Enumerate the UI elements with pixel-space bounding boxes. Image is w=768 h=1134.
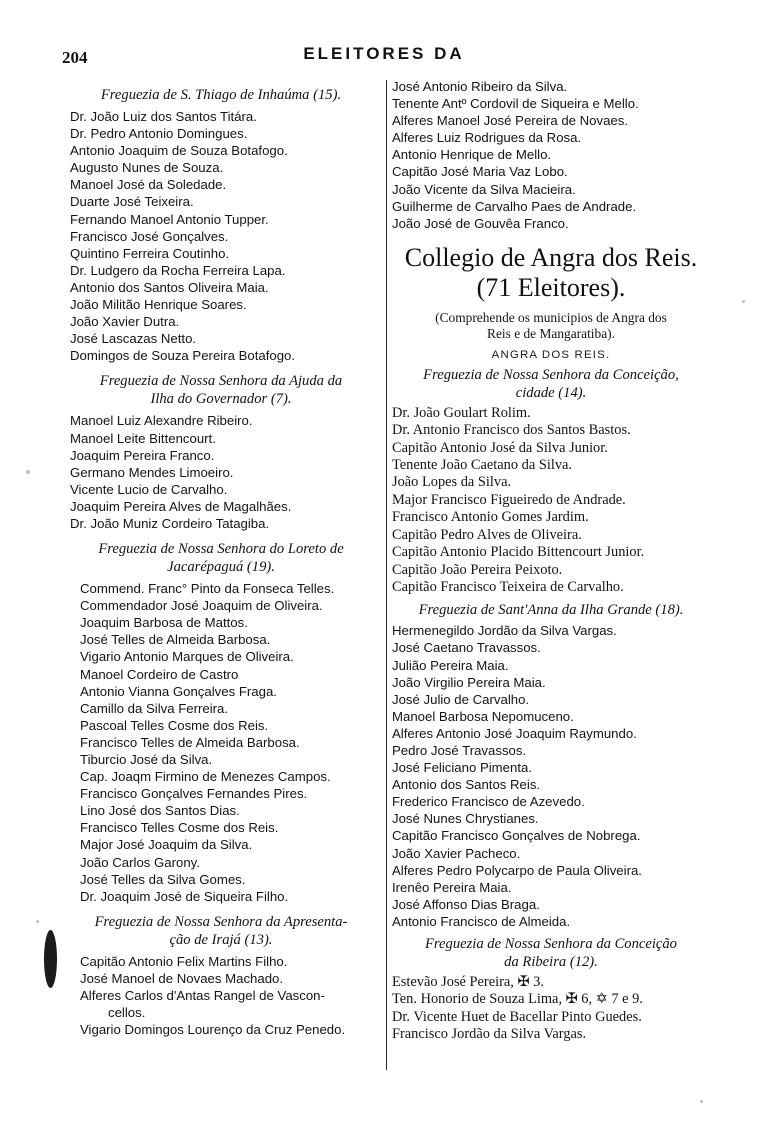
list-item: José Feliciano Pimenta. xyxy=(392,760,533,776)
list-item: João Xavier Dutra. xyxy=(70,314,180,330)
list-item: Antonio Joaquim de Souza Botafogo. xyxy=(70,143,288,159)
name-list xyxy=(62,412,380,532)
list-item: Vigario Domingos Lourenço da Cruz Penedo. xyxy=(80,1022,346,1038)
list-item: Dr. João Goulart Rolim. xyxy=(392,404,531,421)
list-item: Capitão João Pereira Peixoto. xyxy=(392,561,563,578)
list-item: Commend. Franc° Pinto da Fonseca Telles. xyxy=(80,581,335,597)
list-item: Alferes Pedro Polycarpo de Paula Oliveira. xyxy=(392,862,642,878)
name-list xyxy=(62,108,380,364)
section-heading-line2: ção de Irajá (13). xyxy=(169,931,273,948)
list-item: Tenente Antº Cordovil de Siqueira e Mello. xyxy=(392,96,639,112)
list-item: João Carlos Garony. xyxy=(80,854,200,870)
list-item: Pascoal Telles Cosme dos Reis. xyxy=(80,717,269,733)
list-item: Augusto Nunes de Souza. xyxy=(70,160,224,176)
list-item: Joaquim Pereira Franco. xyxy=(70,447,215,463)
list-item: Frederico Francisco de Azevedo. xyxy=(392,794,585,810)
list-item-continuation: cellos. xyxy=(108,1005,146,1021)
list-item: Vigario Antonio Marques de Oliveira. xyxy=(80,649,294,665)
list-item: João Virgilio Pereira Maia. xyxy=(392,674,546,690)
list-item: Irenêo Pereira Maia. xyxy=(392,879,512,895)
name-list xyxy=(62,953,380,1038)
right-column xyxy=(392,78,710,1044)
list-item: Francisco Jordão da Silva Vargas. xyxy=(392,1026,587,1043)
binding-edge-smudge xyxy=(44,930,57,988)
list-item: Capitão Antonio Placido Bittencourt Junior. xyxy=(392,544,645,561)
list-item: Germano Mendes Limoeiro. xyxy=(70,464,234,480)
list-item: Capitão Francisco Teixeira de Carvalho. xyxy=(392,578,624,595)
scan-speck xyxy=(742,300,745,303)
list-item: Duarte José Teixeira. xyxy=(70,194,194,210)
list-item: José Telles de Almeida Barbosa. xyxy=(80,632,271,648)
list-item: José Affonso Dias Braga. xyxy=(392,896,540,912)
running-head: ELEITORES DA xyxy=(303,44,465,63)
section-heading-line1: Freguezia de Nossa Senhora da Apresenta- xyxy=(94,913,348,930)
list-item: Ten. Honorio de Souza Lima, ✠ 6, ✡ 7 e 9. xyxy=(392,991,643,1008)
section-heading xyxy=(62,913,380,949)
list-item: José Lascazas Netto. xyxy=(70,331,197,347)
list-item: Estevão José Pereira, ✠ 3. xyxy=(392,974,544,990)
left-column xyxy=(62,78,380,1038)
list-item: Dr. João Muniz Cordeiro Tatagiba. xyxy=(70,515,270,531)
list-item: Julião Pereira Maia. xyxy=(392,657,509,673)
list-item: Francisco Telles de Almeida Barbosa. xyxy=(80,734,300,750)
list-item: Joaquim Barbosa de Mattos. xyxy=(80,615,248,631)
list-item: Francisco José Gonçalves. xyxy=(70,228,229,244)
section-heading-line1: Freguezia de Nossa Senhora da Conceição xyxy=(425,936,677,952)
list-item: Manoel Barbosa Nepomuceno. xyxy=(392,708,574,724)
name-list xyxy=(392,405,710,596)
list-item: Vicente Lucio de Carvalho. xyxy=(70,481,228,497)
list-item: Antonio Henrique de Mello. xyxy=(392,147,552,163)
list-item: Alferes Luiz Rodrigues da Rosa. xyxy=(392,130,582,146)
list-item: Quintino Ferreira Coutinho. xyxy=(70,245,230,261)
list-item: José Manoel de Novaes Machado. xyxy=(80,970,284,986)
list-item: José Telles da Silva Gomes. xyxy=(80,871,246,887)
list-item: Joaquim Pereira Alves de Magalhães. xyxy=(70,498,292,514)
name-list xyxy=(392,622,710,930)
name-list xyxy=(62,580,380,905)
list-item: Antonio Francisco de Almeida. xyxy=(392,913,571,929)
list-item: José Antonio Ribeiro da Silva. xyxy=(392,79,568,94)
list-item: Manoel Leite Bittencourt. xyxy=(70,430,216,446)
list-item: João Xavier Pacheco. xyxy=(392,845,521,861)
section-heading-line1: Freguezia de Nossa Senhora do Loreto de xyxy=(98,541,344,558)
section-heading: Freguezia de Sant'Anna da Ilha Grande (18). xyxy=(418,602,684,619)
list-item: Manoel Luiz Alexandre Ribeiro. xyxy=(70,413,253,429)
section-heading-line1: Freguezia de Nossa Senhora da Conceição, xyxy=(423,366,679,383)
list-item: Fernando Manoel Antonio Tupper. xyxy=(70,211,269,227)
name-list xyxy=(392,974,710,1044)
collegio-title xyxy=(392,243,710,303)
collegio-note-line2: Reis e de Mangaratiba). xyxy=(487,325,615,341)
column-divider-rule xyxy=(386,80,387,1070)
list-item: Alferes Manoel José Pereira de Novaes. xyxy=(392,113,629,129)
scan-speck xyxy=(26,470,30,474)
list-item: Capitão Antonio Felix Martins Filho. xyxy=(80,953,288,969)
list-item: Lino José dos Santos Dias. xyxy=(80,803,240,819)
list-item: Capitão Antonio José da Silva Junior. xyxy=(392,439,608,456)
list-item: João José de Gouvêa Franco. xyxy=(392,215,569,231)
list-item: Manoel Cordeiro de Castro xyxy=(80,666,239,682)
collegio-title-line1: Collegio de Angra dos Reis. xyxy=(404,242,698,272)
section-heading xyxy=(62,372,380,408)
collegio-note xyxy=(392,310,710,342)
list-item: José Caetano Travassos. xyxy=(392,640,541,656)
list-item: Tenente João Caetano da Silva. xyxy=(392,457,573,474)
list-item: Manoel José da Soledade. xyxy=(70,177,227,193)
list-item: Hermenegildo Jordão da Silva Vargas. xyxy=(392,623,617,639)
list-item: Dr. Joaquim José de Siqueira Filho. xyxy=(80,888,289,904)
list-item: Dr. Pedro Antonio Domingues. xyxy=(70,126,248,142)
list-item: Francisco Telles Cosme dos Reis. xyxy=(80,820,279,836)
list-item: Dr. Antonio Francisco dos Santos Bastos. xyxy=(392,422,631,439)
list-item: Commendador José Joaquim de Oliveira. xyxy=(80,598,323,614)
list-item: Dr. Ludgero da Rocha Ferreira Lapa. xyxy=(70,262,286,278)
list-item: Dr. João Luiz dos Santos Titára. xyxy=(70,109,257,124)
list-item: Antonio dos Santos Reis. xyxy=(392,777,541,793)
municipality-heading: ANGRA DOS REIS. xyxy=(491,348,611,361)
list-item: Alferes Antonio José Joaquim Raymundo. xyxy=(392,725,637,741)
list-item: Antonio dos Santos Oliveira Maia. xyxy=(70,279,269,295)
list-item: Tiburcio José da Silva. xyxy=(80,752,213,767)
list-item: Major Francisco Figueiredo de Andrade. xyxy=(392,491,626,508)
list-item: Dr. Vicente Huet de Bacellar Pinto Guedes. xyxy=(392,1008,642,1025)
list-item: José Nunes Chrystianes. xyxy=(392,811,539,827)
section-heading-line2: da Ribeira (12). xyxy=(504,954,598,970)
scan-speck xyxy=(700,1100,703,1103)
section-heading: Freguezia de S. Thiago de Inhaúma (15). xyxy=(100,87,342,103)
name-list xyxy=(392,78,710,232)
list-item: Guilherme de Carvalho Paes de Andrade. xyxy=(392,198,637,214)
list-item: Capitão José Maria Vaz Lobo. xyxy=(392,164,568,180)
section-heading xyxy=(392,935,710,971)
list-item: João Militão Henrique Soares. xyxy=(70,297,247,313)
list-item: Major José Joaquim da Silva. xyxy=(80,837,253,853)
list-item: Capitão Pedro Alves de Oliveira. xyxy=(392,526,582,543)
list-item: Domingos de Souza Pereira Botafogo. xyxy=(70,348,296,364)
section-heading-line2: cidade (14). xyxy=(515,384,587,401)
scan-speck xyxy=(36,920,39,923)
list-item: Antonio Vianna Gonçalves Fraga. xyxy=(80,683,277,699)
list-item: Cap. Joaqm Firmino de Menezes Campos. xyxy=(80,769,331,785)
list-item: Alferes Carlos d'Antas Rangel de Vascon- xyxy=(80,988,325,1004)
list-item: Capitão Francisco Gonçalves de Nobrega. xyxy=(392,828,641,844)
two-column-body xyxy=(62,78,710,1078)
page-number: 204 xyxy=(62,48,88,67)
list-item: João Vicente da Silva Macieira. xyxy=(392,181,576,197)
collegio-note-line1: (Comprehende os municipios de Angra dos xyxy=(435,309,667,325)
list-item: Camillo da Silva Ferreira. xyxy=(80,700,229,716)
section-heading xyxy=(392,366,710,402)
section-heading-line2: Jacarépaguá (19). xyxy=(167,559,275,576)
section-heading xyxy=(62,540,380,576)
section-heading-line1: Freguezia de Nossa Senhora da Ajuda da xyxy=(99,373,343,390)
collegio-title-line2: (71 Eleitores). xyxy=(476,272,626,302)
list-item: Francisco Gonçalves Fernandes Pires. xyxy=(80,786,308,802)
list-item: João Lopes da Silva. xyxy=(392,474,512,491)
list-item: Francisco Antonio Gomes Jardim. xyxy=(392,509,589,526)
list-item: Pedro José Travassos. xyxy=(392,742,527,758)
section-heading-line2: Ilha do Governador (7). xyxy=(150,391,292,408)
list-item: José Julio de Carvalho. xyxy=(392,691,530,707)
